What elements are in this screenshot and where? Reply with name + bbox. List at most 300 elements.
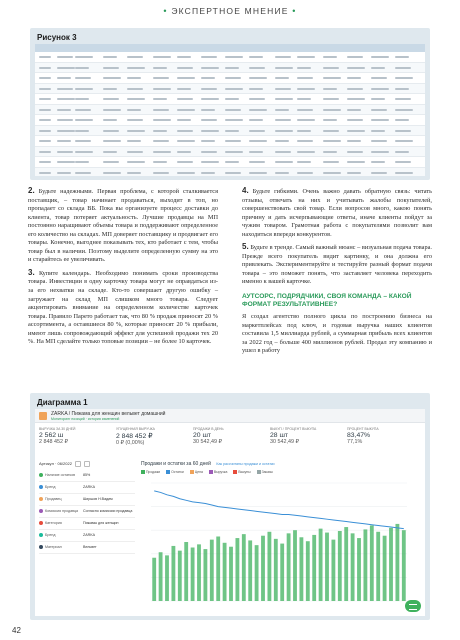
table-cell [57,77,71,79]
sales-bar [383,536,387,601]
table-cell [39,98,51,100]
info-value: Пижамы для женщин [83,521,119,525]
table-cell [127,88,143,90]
table-cell [127,161,145,163]
info-row [39,506,135,518]
table-row [35,63,425,74]
sales-bar [191,548,195,601]
table-cell [395,77,413,79]
table-cell [177,77,195,79]
table-row [35,126,425,137]
table-cell [127,56,143,58]
table-cell [395,151,409,153]
chart-help-link[interactable]: Как рассчитаны продажи и остатки [216,462,275,466]
table-cell [371,98,385,100]
paragraph-5 [242,243,432,287]
table-cell [39,88,51,90]
table-cell [75,161,89,163]
kpi-subvalue: 30 542,49 ₽ [270,439,299,445]
table-cell [103,140,121,142]
bullet-icon [39,497,43,501]
table-cell [127,67,145,69]
table-cell [57,161,75,163]
table-cell [249,67,265,69]
table-cell [249,119,263,121]
sales-bar [357,538,361,601]
table-cell [103,109,121,111]
info-key: Продавец [39,497,62,501]
table-cell [371,130,385,132]
table-cell [395,88,409,90]
legend-swatch [209,470,213,474]
table-cell [153,130,167,132]
table-cell [103,56,117,58]
table-cell [225,119,243,121]
right-column [242,187,432,360]
kpi-label: ВЫРУЧКА ЗА 30 ДНЕЙ [39,427,76,431]
sales-bar [331,540,335,601]
table-cell [177,67,193,69]
table-cell [371,109,387,111]
table-cell [39,77,51,79]
paragraph-5-text: Будьте в тренде. Самый важный нюанс – визуальная подача товара. Прежде всего покупатель видит картинку, и она должна его привлекать. Экспериментируйте и тестируйте разный формат подачи товара – это поможет понять, что заставляет человека переходить именно к вашей карточке. [242,244,432,286]
table-cell [323,88,337,90]
table-cell [201,56,217,58]
chart-legend [141,470,421,478]
table-cell [297,77,313,79]
table-cell [275,88,291,90]
table-cell [153,151,171,153]
product-info-panel [39,461,135,611]
table-cell [75,67,89,69]
sales-chart [141,479,421,611]
info-value: ZARKA [83,533,95,537]
table-header [35,44,425,52]
table-cell [39,56,51,58]
sales-chart-panel [141,461,421,613]
legend-swatch [190,470,194,474]
table-cell [249,77,267,79]
info-row [39,518,135,530]
table-cell [201,140,215,142]
table-cell [103,119,117,121]
table-row [35,52,425,63]
legend-entry[interactable]: Заказы [257,470,273,474]
table-row [35,84,425,95]
table-cell [297,161,311,163]
legend-swatch [141,470,145,474]
table-cell [177,140,195,142]
sales-bar [363,529,367,601]
table-cell [347,140,361,142]
table-cell [323,161,339,163]
header-dot-right: • [292,6,297,16]
paragraph-2-text: Будьте надежными. Первая проблема, с которой сталкивается поставщик, – товар начинает продаваться, выходит в топ, но пропадает со склада ВБ. Пока вы организуете процесс доставки до клиента, товар потеряет актуальность. Лучшие продавцы на МП постоянно наращивают объемы товара и поддерживают определенное его количество на складах. МП доверяет поставщику и продвигает его товары. Конечно, выгоднее показывать тех, кто работает с тем, чтобы товар был в наличии. Поэтому выделите определенную сумму на это и старайтесь ее увеличивать. [28,188,218,264]
sales-bar [235,538,239,601]
table-cell [371,172,387,174]
sales-bar [395,524,399,601]
table-cell [75,56,93,58]
table-row [35,147,425,158]
info-row [39,482,135,494]
table-cell [39,130,51,132]
sales-bar [402,530,406,601]
table-cell [275,98,293,100]
sales-bar [312,535,316,601]
table-cell [57,172,71,174]
table-cell [225,67,239,69]
product-topbar [35,409,425,423]
table-cell [75,109,91,111]
table-cell [75,77,91,79]
table-cell [127,140,141,142]
bullet-icon [39,545,43,549]
table-cell [225,88,243,90]
table-cell [323,172,341,174]
table-cell [347,98,365,100]
info-key: Категория [39,521,62,525]
table-cell [297,98,311,100]
table-cell [103,88,117,90]
table-cell [103,67,119,69]
info-key: Бренд [39,533,55,537]
paragraph-3-number: 3. [28,267,35,277]
table-cell [395,109,413,111]
bullet-icon [39,521,43,525]
sales-bar [274,539,278,601]
chart-title [141,461,421,467]
table-cell [57,151,73,153]
kpi-label: ПРОДАЖИ В ДЕНЬ [193,427,224,431]
table-cell [395,140,413,142]
table-cell [249,98,265,100]
sales-bar [242,534,246,601]
table-cell [153,161,167,163]
table-row [35,94,425,105]
analytics-screenshot [35,409,425,616]
table-cell [153,98,167,100]
table-cell [201,119,217,121]
table-cell [201,161,219,163]
legend-swatch [257,470,261,474]
info-key: Материал [39,545,62,549]
table-cell [323,140,341,142]
table-cell [323,151,337,153]
left-column [28,187,218,351]
sales-bar [287,533,291,601]
table-cell [297,56,315,58]
table-cell [371,77,387,79]
sales-bar [261,536,265,601]
kpi-value: 83,47% [347,432,371,439]
header-title: ЭКСПЕРТНОЕ МНЕНИЕ [171,6,289,16]
table-cell [201,109,215,111]
kpi-tile [347,427,425,453]
article-date-text: Артикул · 06/2022 [39,461,72,467]
page-number: 42 [12,626,21,635]
sales-bar [344,527,348,601]
table-cell [177,56,191,58]
paragraph-4-number: 4. [242,186,249,195]
kpi-label: УПУЩЕННАЯ ВЫРУЧКА [116,427,155,431]
sales-bar [197,544,201,601]
chat-icon[interactable] [405,600,421,612]
bullet-icon [39,473,43,477]
sales-bar [306,541,310,601]
table-cell [225,98,239,100]
info-value: Ширшов Н.Вадим [83,497,113,501]
table-cell [57,56,73,58]
info-value: 85% [83,473,91,477]
table-cell [127,98,145,100]
kpi-subvalue: 30 542,49 ₽ [193,439,222,445]
table-cell [177,151,191,153]
table-cell [201,67,219,69]
table-cell [201,98,219,100]
info-row [39,494,135,506]
table-cell [249,172,267,174]
table-cell [39,151,51,153]
diagram-1-title: Диаграмма 1 [37,398,88,407]
kpi-value: 2 562 ш [39,432,64,439]
kpi-label: ВЫКУП / ПРОЦЕНТ ВЫКУПА [270,427,317,431]
table-cell [177,161,193,163]
paragraph-5-number: 5. [242,242,249,252]
table-cell [249,109,267,111]
table-cell [249,140,267,142]
table-cell [75,140,91,142]
paragraph-4-text: Будьте гибкими. Очень важно давать обратную связь: читать отзывы, отвечать на них и учитывать жалобы покупателей, совершенствовать свой товар. Если вопросов много, какою понять причину и дать исчерпывающие ответы, иначе клиенты пойдут за чужим товаром. Грамотная работа с покупателями позволит вам находиться впереди конкурентов. [242,188,432,238]
table-cell [275,109,289,111]
table-cell [275,67,293,69]
sales-bar [248,540,252,601]
table-cell [39,67,51,69]
table-cell [75,98,89,100]
table-cell [225,172,241,174]
info-key: Бренд [39,485,55,489]
paragraph-3 [28,269,218,347]
info-row [39,542,135,554]
table-cell [177,172,195,174]
table-cell [275,172,289,174]
table-cell [297,140,313,142]
legend-entry[interactable]: Цена [190,470,203,474]
table-cell [57,67,75,69]
table-cell [297,172,313,174]
table-cell [177,109,195,111]
table-cell [395,172,413,174]
table-cell [153,172,169,174]
table-cell [297,109,313,111]
table-cell [371,88,389,90]
data-table-screenshot [35,44,425,176]
table-cell [225,109,241,111]
stock-line [154,491,404,529]
table-cell [249,151,263,153]
bullet-icon [39,533,43,537]
table-cell [103,151,117,153]
table-row [35,73,425,84]
table-cell [347,77,361,79]
table-cell [347,151,363,153]
legend-swatch [166,470,170,474]
table-cell [395,56,409,58]
table-cell [201,151,217,153]
legend-entry[interactable]: Выкупы [233,470,250,474]
section-subheading: АУТСОРС, ПОДРЯДЧИКИ, СВОЯ КОМАНДА – КАКОЙ ФОРМАТ РЕЗУЛЬТАТИВНЕЕ? [242,293,412,309]
kpi-subvalue: 0 ₽ (0,00%) [116,440,145,446]
header-dot-left: • [163,6,168,16]
table-cell [371,161,385,163]
table-cell [103,98,119,100]
table-cell [323,130,339,132]
table-cell [177,130,193,132]
table-cell [347,119,363,121]
sales-bar [299,537,303,601]
table-cell [57,109,71,111]
table-cell [153,88,171,90]
table-cell [249,88,263,90]
table-cell [75,130,89,132]
kpi-label: ПРОЦЕНТ ВЫКУПА [347,427,379,431]
table-cell [371,67,385,69]
table-cell [275,161,293,163]
table-cell [153,119,171,121]
figure-3-title: Рисунок 3 [37,33,77,42]
info-row [39,530,135,542]
table-cell [201,88,217,90]
table-cell [153,56,171,58]
table-cell [249,56,263,58]
info-value: Вельвет [83,545,97,549]
table-cell [127,109,141,111]
info-key: Наличие остатков [39,473,75,477]
table-cell [347,172,361,174]
legend-entry[interactable]: Остатки [166,470,184,474]
table-cell [347,109,361,111]
sales-bar [338,531,342,601]
table-cell [39,161,51,163]
article-date [39,461,135,467]
table-cell [323,109,341,111]
table-cell [127,130,145,132]
table-cell [347,88,363,90]
table-cell [201,77,215,79]
table-cell [103,77,121,79]
table-cell [249,161,265,163]
table-cell [57,98,75,100]
info-key: Комиссия продавца [39,509,78,513]
table-cell [371,151,389,153]
table-row [35,168,425,177]
legend-swatch [233,470,237,474]
table-row [35,105,425,116]
sales-bar [223,543,227,601]
table-cell [103,130,119,132]
table-cell [297,119,315,121]
sales-bar [229,547,233,601]
legend-entry[interactable]: Выручка [209,470,227,474]
table-cell [297,151,315,153]
table-cell [371,119,389,121]
info-rows [39,470,135,554]
table-cell [39,172,51,174]
table-cell [323,119,337,121]
table-cell [75,119,93,121]
info-value: ZARKA [83,485,95,489]
table-cell [103,161,119,163]
table-cell [103,172,121,174]
filter-icon[interactable] [84,461,90,467]
table-cell [127,77,141,79]
kpi-value: 20 шт [193,432,212,439]
table-cell [177,119,191,121]
paragraph-6: Я создал агентство полного цикла по построению бизнеса на маркетплейсах под ключ, и годовая выручка наших клиентов составила 1,5 миллиарда рублей, а суммарная прибыль всех клиентов за 2022 год – больше 400 миллионов рублей. Продал эту компанию и ушел в работу [242,313,432,355]
table-cell [127,119,143,121]
info-row [39,470,135,482]
table-cell [225,130,239,132]
table-cell [225,77,241,79]
sales-bar [171,546,175,601]
paragraph-2 [28,187,218,265]
table-cell [323,98,339,100]
table-row [35,115,425,126]
table-cell [323,77,341,79]
table-cell [347,161,365,163]
table-cell [75,172,91,174]
table-cell [75,88,93,90]
table-cell [323,56,337,58]
table-cell [275,130,293,132]
product-thumbnail-icon [39,412,47,420]
sales-bar [255,545,259,601]
calendar-icon[interactable] [75,461,81,467]
table-cell [39,109,51,111]
bullet-icon [39,485,43,489]
kpi-value: 2 848 452 ₽ [116,433,153,440]
figure-3 [30,28,430,180]
sales-bar [152,558,156,601]
sales-bar [370,525,374,601]
table-cell [153,140,169,142]
chart-title-text: Продажи и остатки за 60 дней [141,461,211,467]
sales-bar [267,532,271,601]
sales-bar [203,549,207,601]
table-cell [323,67,339,69]
table-cell [177,88,191,90]
table-row [35,157,425,168]
table-cell [39,119,51,121]
table-cell [371,56,389,58]
table-cell [347,67,365,69]
table-cell [275,56,291,58]
sales-bar [351,533,355,601]
table-cell [297,67,311,69]
sales-bar [293,530,297,601]
table-cell [153,67,167,69]
sales-bar [165,555,169,601]
sales-bar [184,542,188,601]
sales-bar [389,528,393,601]
legend-entry[interactable]: Продажи [141,470,160,474]
table-cell [395,130,411,132]
sales-bar [280,544,284,601]
table-cell [153,77,169,79]
table-cell [177,98,193,100]
bullet-icon [39,509,43,513]
sales-bar [376,532,380,601]
kpi-row [39,427,421,455]
